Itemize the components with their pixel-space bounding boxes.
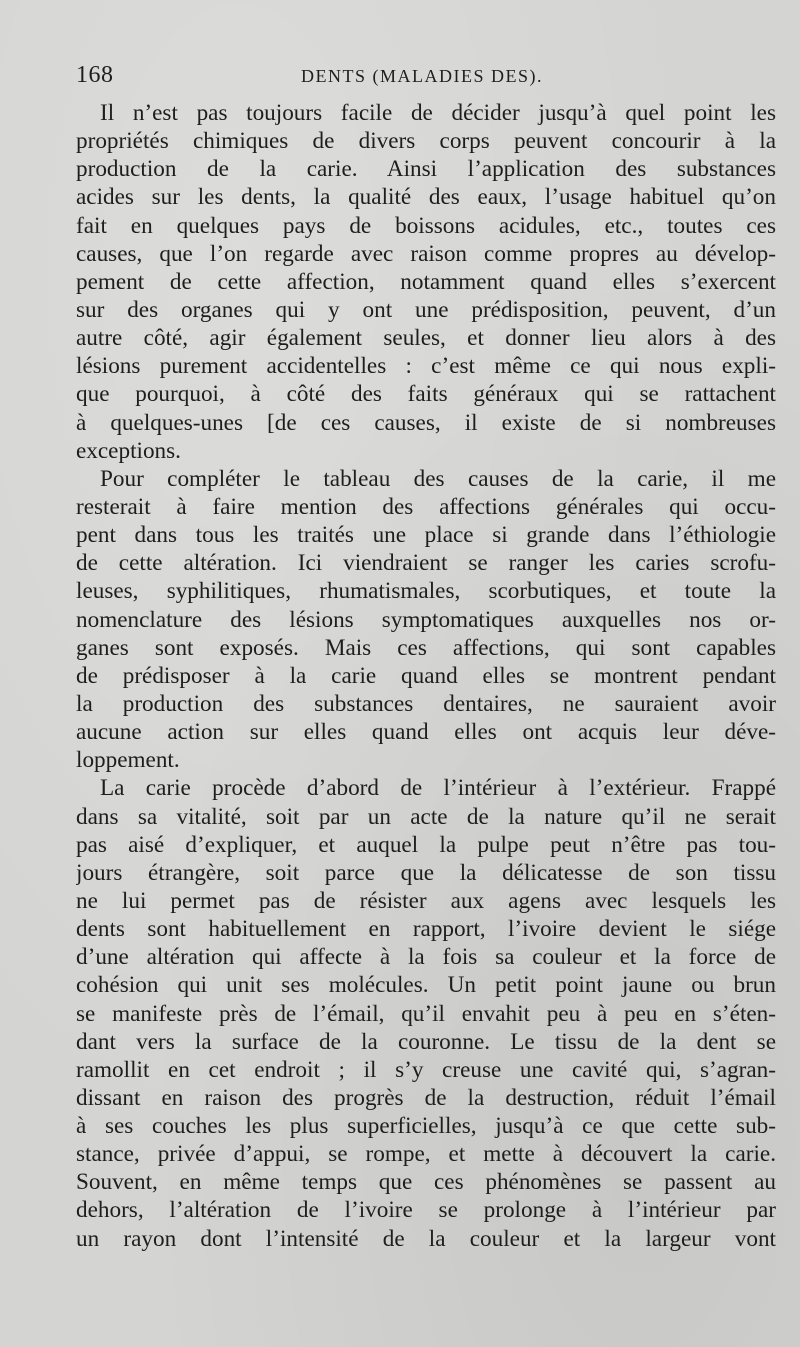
- text-line: cohésion qui unit ses molécules. Un petit point jaune ou brun: [76, 972, 776, 999]
- text-line: resterait à faire mention des affections générales qui occu-: [76, 493, 776, 520]
- text-line: ne lui permet pas de résister aux agens avec lesquels les: [76, 887, 776, 914]
- text-line: autre côté, agir également seules, et donner lieu alors à des: [76, 325, 776, 352]
- text-line: pent dans tous les traités une place si grande dans l’éthiologie: [76, 522, 776, 549]
- text-line: dents sont habituellement en rapport, l’ivoire devient le siége: [76, 916, 776, 943]
- text-line: la production des substances dentaires, ne sauraient avoir: [76, 690, 776, 717]
- text-line: Souvent, en même temps que ces phénomènes se passent au: [76, 1169, 776, 1196]
- text-line: à ses couches les plus superficielles, jusqu’à ce que cette sub-: [76, 1113, 776, 1140]
- text-line: La carie procède d’abord de l’intérieur à l’extérieur. Frappé: [100, 775, 776, 802]
- text-line: dans sa vitalité, soit par un acte de la nature qu’il ne serait: [76, 803, 776, 830]
- text-line: fait en quelques pays de boissons acidules, etc., toutes ces: [76, 212, 776, 239]
- text-line: acides sur les dents, la qualité des eaux, l’usage habituel qu’on: [76, 184, 776, 211]
- running-head: DENTS (MALADIES DES).: [301, 66, 543, 86]
- text-line: Pour compléter le tableau des causes de la carie, il me: [100, 465, 776, 492]
- paragraph: [76, 465, 776, 775]
- text-line: dehors, l’altération de l’ivoire se prolonge à l’intérieur par: [76, 1197, 776, 1224]
- text-line: de cette altération. Ici viendraient se ranger les caries scrofu-: [76, 550, 776, 577]
- text-line: ganes sont exposés. Mais ces affections, qui sont capables: [76, 634, 776, 661]
- text-line: de prédisposer à la carie quand elles se montrent pendant: [76, 662, 776, 689]
- page-number: 168: [76, 62, 114, 88]
- text-line: nomenclature des lésions symptomatiques auxquelles nos or-: [76, 606, 776, 633]
- text-line: sur des organes qui y ont une prédisposition, peuvent, d’un: [76, 296, 776, 323]
- text-line: à quelques-unes [de ces causes, il existe de si nombreuses: [76, 409, 776, 436]
- text-line: stance, privée d’appui, se rompe, et mette à découvert la carie.: [76, 1141, 776, 1168]
- text-line: jours étrangère, soit parce que la délicatesse de son tissu: [76, 859, 776, 886]
- text-line: production de la carie. Ainsi l’application des substances: [76, 156, 776, 183]
- page-header: [76, 62, 776, 96]
- paragraph: [76, 99, 776, 465]
- text-line: loppement.: [76, 747, 180, 774]
- text-line: pement de cette affection, notamment quand elles s’exercent: [76, 268, 776, 295]
- text-line: lésions purement accidentelles : c’est même ce qui nous expli-: [76, 353, 776, 380]
- text-line: un rayon dont l’intensité de la couleur et la largeur vont: [76, 1225, 776, 1252]
- body-text: [76, 99, 776, 1253]
- text-line: aucune action sur elles quand elles ont acquis leur déve-: [76, 719, 776, 746]
- text-line: ramollit en cet endroit ; il s’y creuse une cavité qui, s’agran-: [76, 1056, 776, 1083]
- text-line: propriétés chimiques de divers corps peuvent concourir à la: [76, 128, 776, 155]
- text-line: Il n’est pas toujours facile de décider jusqu’à quel point les: [100, 100, 776, 126]
- text-line: dissant en raison des progrès de la destruction, réduit l’émail: [76, 1084, 776, 1111]
- text-line: causes, que l’on regarde avec raison comme propres au dévelop-: [76, 240, 776, 267]
- paragraph: [76, 774, 776, 1252]
- text-line: que pourquoi, à côté des faits généraux qui se rattachent: [76, 381, 776, 408]
- text-line: d’une altération qui affecte à la fois sa couleur et la force de: [76, 944, 776, 971]
- text-line: pas aisé d’expliquer, et auquel la pulpe peut n’être pas tou-: [76, 831, 776, 858]
- text-line: leuses, syphilitiques, rhumatismales, scorbutiques, et toute la: [76, 578, 776, 605]
- text-line: se manifeste près de l’émail, qu’il envahit peu à peu en s’éten-: [76, 1000, 776, 1027]
- text-line: dant vers la surface de la couronne. Le tissu de la dent se: [76, 1028, 776, 1055]
- text-line: exceptions.: [76, 437, 181, 464]
